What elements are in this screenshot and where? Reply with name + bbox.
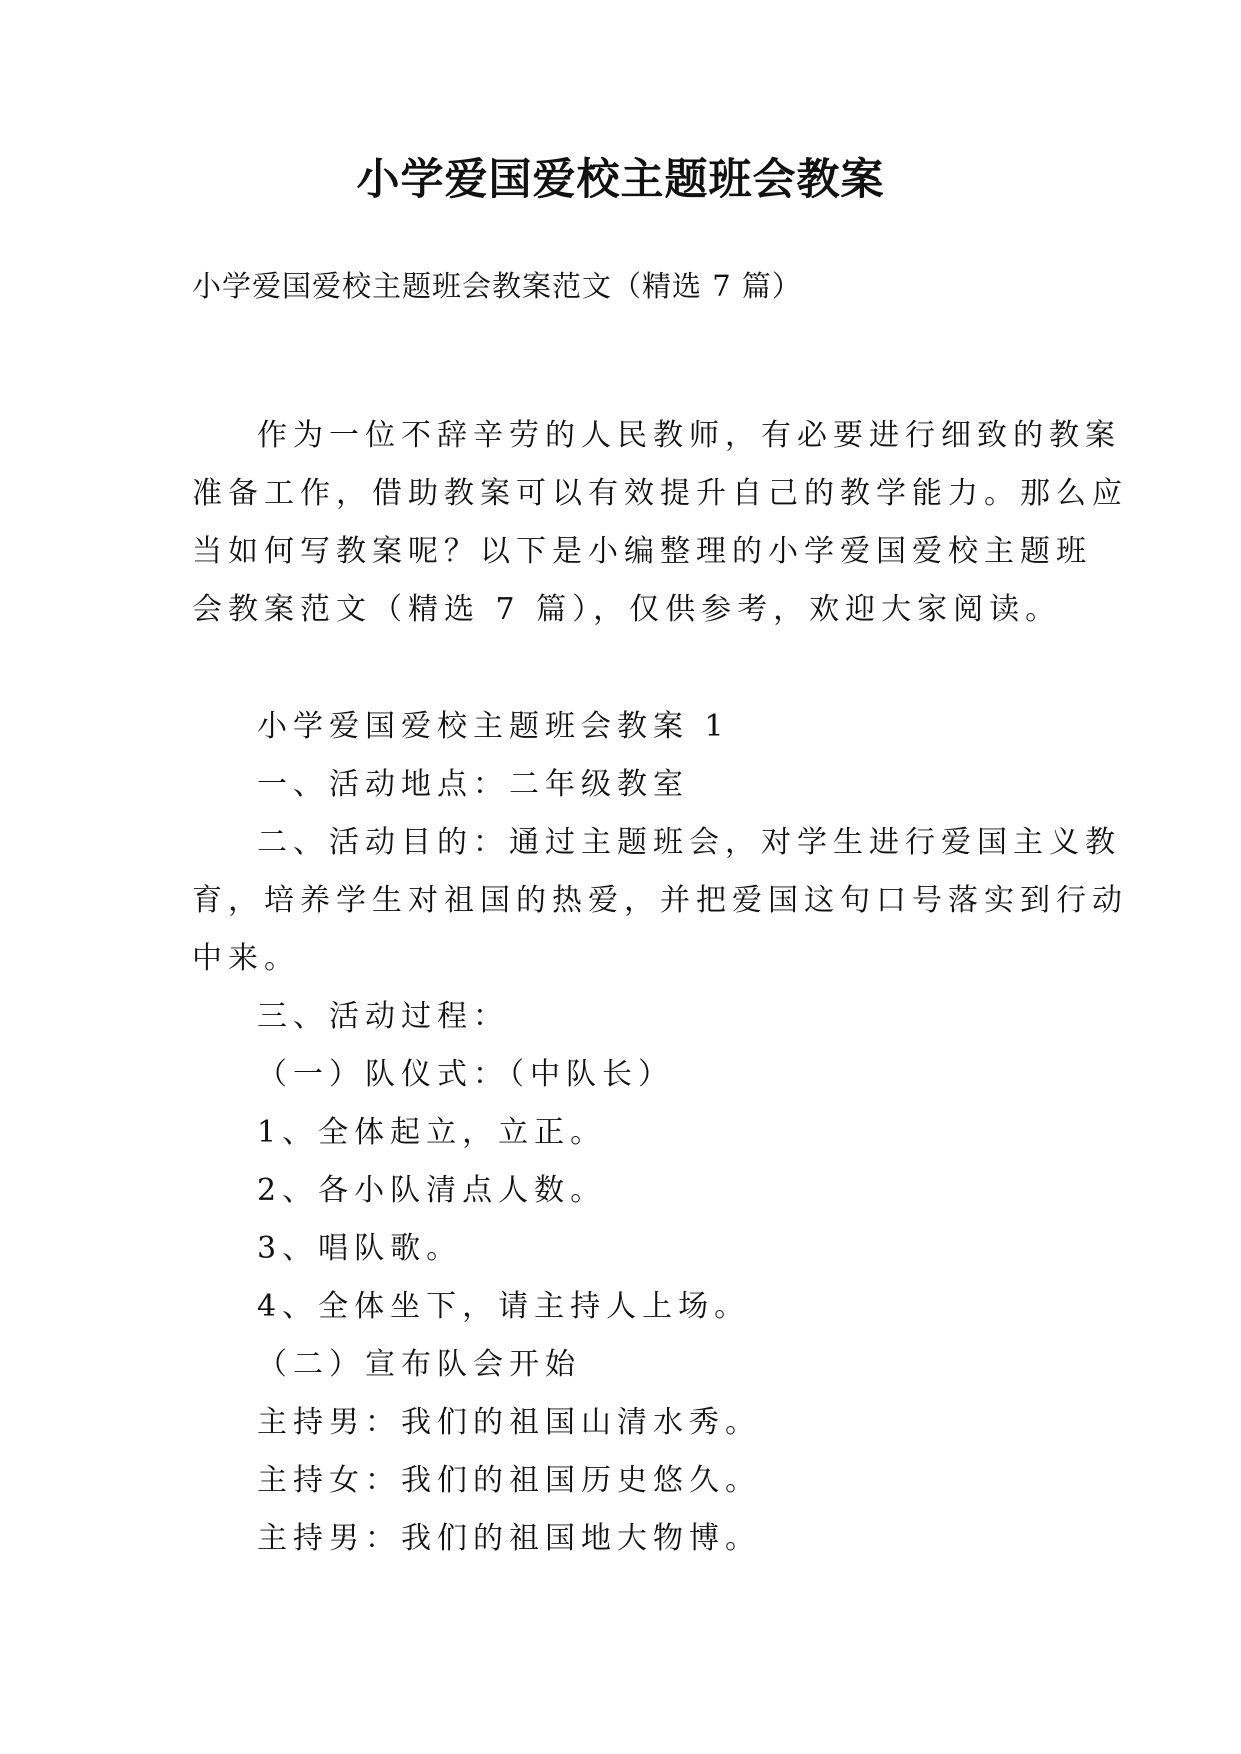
paragraph-line: 准备工作，借助教案可以有效提升自己的教学能力。那么应 bbox=[192, 476, 1128, 511]
body-line: 二、活动目的：通过主题班会，对学生进行爱国主义教 bbox=[257, 825, 1121, 860]
body-line: 1、全体起立，立正。 bbox=[257, 1115, 607, 1150]
body-line: （一）队仪式：（中队长） bbox=[257, 1057, 674, 1092]
body-line: （二）宣布队会开始 bbox=[257, 1347, 581, 1382]
body-line: 4、全体坐下，请主持人上场。 bbox=[257, 1289, 751, 1324]
paragraph-line: 会教案范文（精选 7 篇），仅供参考，欢迎大家阅读。 bbox=[192, 592, 1062, 627]
document-subtitle: 小学爱国爱校主题班会教案范文（精选 7 篇） bbox=[192, 269, 802, 303]
body-line: 育，培养学生对祖国的热爱，并把爱国这句口号落实到行动 bbox=[192, 883, 1128, 918]
body-line: 主持男：我们的祖国地大物博。 bbox=[257, 1521, 761, 1556]
paragraph-line: 作为一位不辞辛劳的人民教师，有必要进行细致的教案 bbox=[257, 418, 1121, 453]
body-line: 3、唱队歌。 bbox=[257, 1231, 463, 1266]
body-line: 一、活动地点：二年级教室 bbox=[257, 767, 689, 802]
intro-paragraph bbox=[192, 407, 1128, 639]
lesson-plan-body bbox=[192, 698, 1128, 1568]
paragraph-line: 当如何写教案呢？以下是小编整理的小学爱国爱校主题班 bbox=[192, 534, 1092, 569]
body-line: 三、活动过程： bbox=[257, 999, 509, 1034]
section-heading: 小学爱国爱校主题班会教案 1 bbox=[257, 709, 730, 744]
body-line: 主持男：我们的祖国山清水秀。 bbox=[257, 1405, 761, 1440]
body-line: 2、各小队清点人数。 bbox=[257, 1173, 607, 1208]
body-line: 主持女：我们的祖国历史悠久。 bbox=[257, 1463, 761, 1498]
document-title: 小学爱国爱校主题班会教案 bbox=[356, 155, 885, 205]
body-line: 中来。 bbox=[192, 941, 300, 976]
